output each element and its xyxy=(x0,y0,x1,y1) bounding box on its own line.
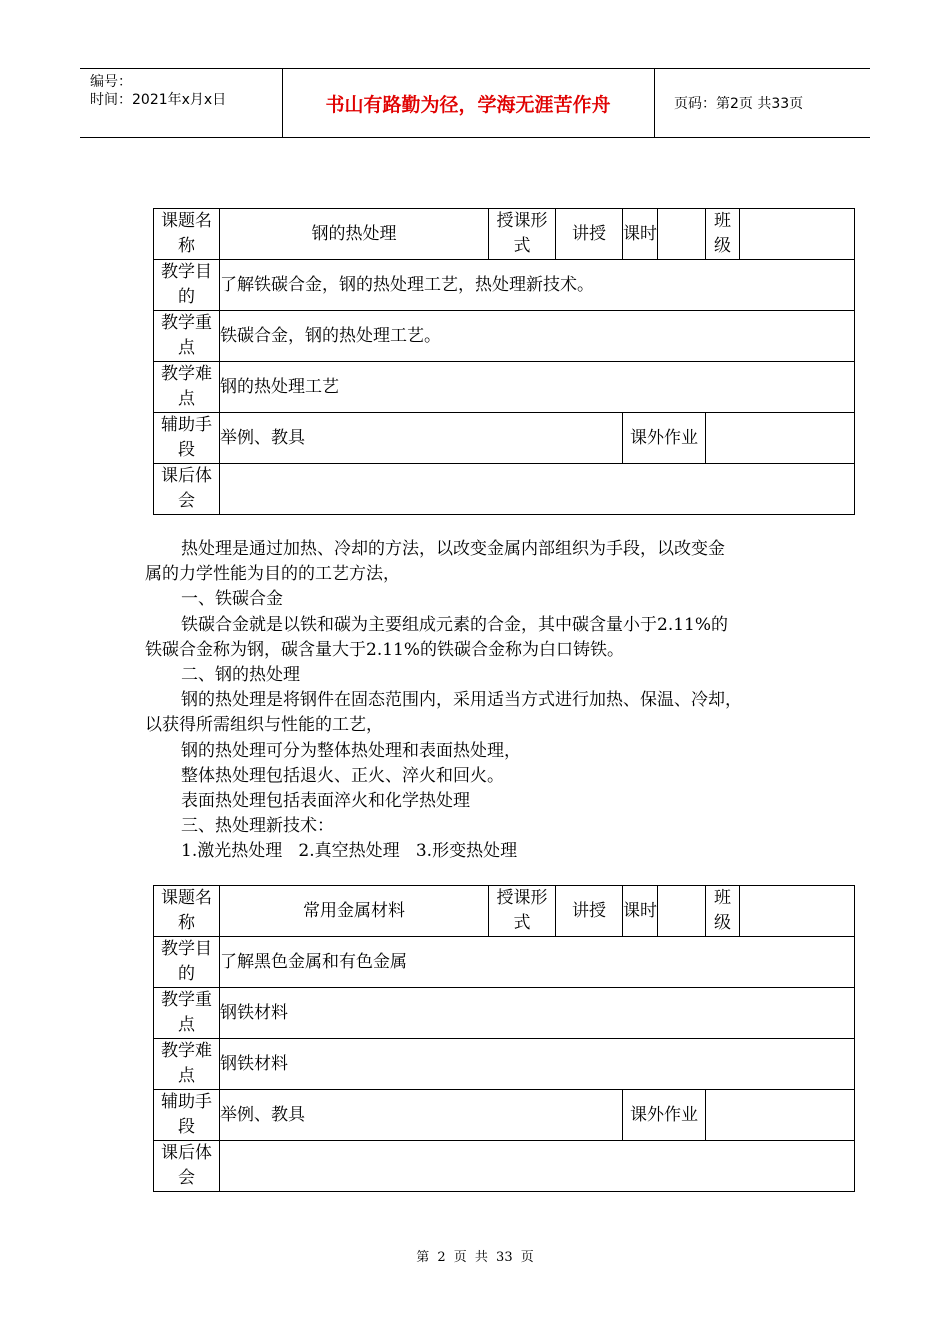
teaching-form-value: 讲授 xyxy=(556,209,623,260)
paragraph-line: 1.激光热处理 2.真空热处理 3.形变热处理 xyxy=(181,841,518,862)
paragraph-line: 表面热处理包括表面淬火和化学热处理 xyxy=(181,791,470,812)
difficulties-label: 教学难点 xyxy=(154,362,220,413)
table-row xyxy=(154,209,855,260)
table-row xyxy=(154,260,855,311)
hours-label: 课时 xyxy=(623,209,658,260)
class-label: 班级 xyxy=(706,886,740,937)
header-meta xyxy=(80,69,283,137)
table-row xyxy=(154,413,855,464)
paragraph-line: 属的力学性能为目的的工艺方法， xyxy=(145,564,400,585)
body-text xyxy=(145,537,805,865)
table-row xyxy=(154,1141,855,1192)
header-motto: 书山有路勤为径，学海无涯苦作舟 xyxy=(282,69,655,137)
paragraph-line: 热处理是通过加热、冷却的方法，以改变金属内部组织为手段，以改变金 xyxy=(181,539,725,559)
teaching-form-value: 讲授 xyxy=(556,886,623,937)
aids-value: 举例、教具 xyxy=(220,1090,623,1141)
homework-label: 课外作业 xyxy=(623,1090,706,1141)
number-label: 编号： xyxy=(90,74,132,90)
class-label: 班级 xyxy=(706,209,740,260)
difficulties-value: 钢铁材料 xyxy=(220,1039,855,1090)
paragraph-line: 铁碳合金就是以铁和碳为主要组成元素的合金，其中碳含量小于2.11%的 xyxy=(181,614,729,635)
homework-label: 课外作业 xyxy=(623,413,706,464)
header-page-info xyxy=(664,69,870,137)
key-points-label: 教学重点 xyxy=(154,988,220,1039)
paragraph-line: 铁碳合金称为钢，碳含量大于2.11%的铁碳合金称为白口铸铁。 xyxy=(145,639,625,660)
aids-value: 举例、教具 xyxy=(220,413,623,464)
table-row xyxy=(154,362,855,413)
section-heading: 三、热处理新技术： xyxy=(181,816,334,837)
table-row xyxy=(154,988,855,1039)
table-row xyxy=(154,1090,855,1141)
aids-label: 辅助手段 xyxy=(154,1090,220,1141)
hours-value xyxy=(658,886,706,937)
table-row xyxy=(154,937,855,988)
paragraph-line: 整体热处理包括退火、正火、淬火和回火。 xyxy=(181,765,504,786)
page-info-text: 页码：第2页 共33页 xyxy=(674,96,804,112)
course-title-label: 课题名称 xyxy=(154,886,220,937)
objective-value: 了解铁碳合金，钢的热处理工艺，热处理新技术。 xyxy=(220,260,855,311)
lesson-table-2 xyxy=(153,885,855,1192)
teaching-form-label: 授课形式 xyxy=(489,209,556,260)
aids-label: 辅助手段 xyxy=(154,413,220,464)
class-value xyxy=(740,886,855,937)
time-label: 时间：2021年x月x日 xyxy=(90,92,227,108)
key-points-value: 钢铁材料 xyxy=(220,988,855,1039)
difficulties-label: 教学难点 xyxy=(154,1039,220,1090)
teaching-form-label: 授课形式 xyxy=(489,886,556,937)
key-points-label: 教学重点 xyxy=(154,311,220,362)
difficulties-value: 钢的热处理工艺 xyxy=(220,362,855,413)
paragraph-line: 钢的热处理是将钢件在固态范围内，采用适当方式进行加热、保温、冷却， xyxy=(181,690,742,711)
table-row xyxy=(154,311,855,362)
reflection-value xyxy=(220,1141,855,1192)
table-row xyxy=(154,1039,855,1090)
lesson-table-1 xyxy=(153,208,855,515)
objective-label: 教学目的 xyxy=(154,260,220,311)
reflection-label: 课后体会 xyxy=(154,1141,220,1192)
page-footer: 第 2 页 共 33 页 xyxy=(416,1250,534,1265)
table-row xyxy=(154,886,855,937)
section-heading: 二、钢的热处理 xyxy=(181,665,300,686)
page-header xyxy=(80,68,870,138)
objective-label: 教学目的 xyxy=(154,937,220,988)
objective-value: 了解黑色金属和有色金属 xyxy=(220,937,855,988)
course-title-value: 常用金属材料 xyxy=(220,886,489,937)
paragraph-line: 钢的热处理可分为整体热处理和表面热处理， xyxy=(181,740,521,761)
class-value xyxy=(740,209,855,260)
paragraph-line: 以获得所需组织与性能的工艺， xyxy=(145,715,383,736)
reflection-value xyxy=(220,464,855,515)
table-row xyxy=(154,464,855,515)
hours-value xyxy=(658,209,706,260)
course-title-label: 课题名称 xyxy=(154,209,220,260)
key-points-value: 铁碳合金，钢的热处理工艺。 xyxy=(220,311,855,362)
homework-value xyxy=(706,413,855,464)
hours-label: 课时 xyxy=(623,886,658,937)
reflection-label: 课后体会 xyxy=(154,464,220,515)
section-heading: 一、铁碳合金 xyxy=(181,589,283,610)
homework-value xyxy=(706,1090,855,1141)
course-title-value: 钢的热处理 xyxy=(220,209,489,260)
